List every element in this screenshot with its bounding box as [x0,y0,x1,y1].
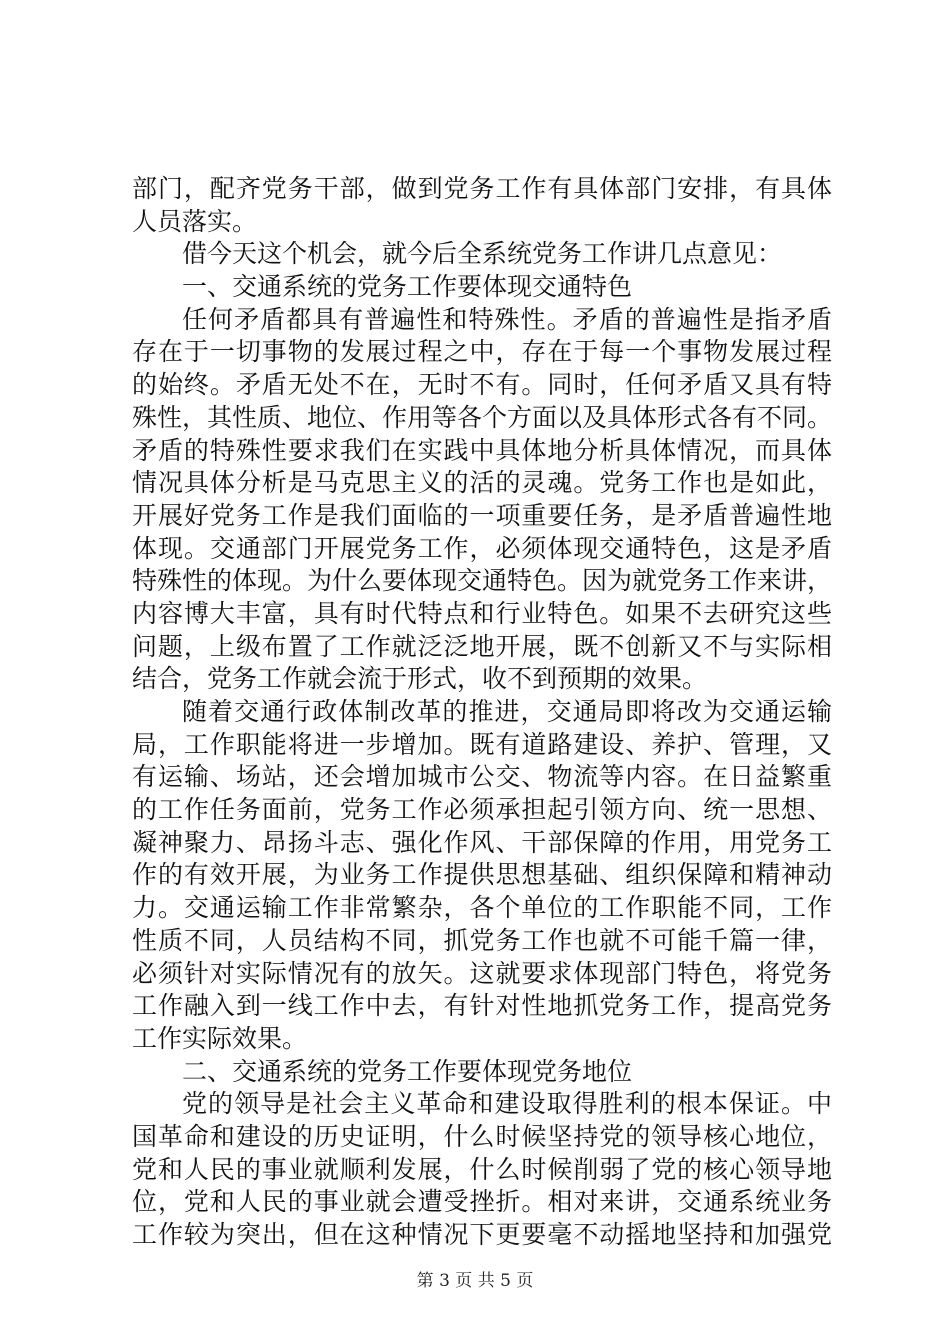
text-line: 党的领导是社会主义革命和建设取得胜利的根本保证。中 [182,1089,832,1119]
text-line: 矛盾的特殊性要求我们在实践中具体地分析具体情况，而具体 [132,435,832,465]
text-line: 工作融入到一线工作中去，有针对性地抓党务工作，提高党务 [132,991,832,1021]
text-line: 有运输、场站，还会增加城市公交、物流等内容。在日益繁重 [132,762,832,792]
text-line: 二、交通系统的党务工作要体现党务地位 [182,1056,633,1086]
text-line: 情况具体分析是马克思主义的活的灵魂。党务工作也是如此， [132,468,832,498]
text-line: 一、交通系统的党务工作要体现交通特色 [182,272,633,302]
text-line: 体现。交通部门开展党务工作，必须体现交通特色，这是矛盾 [132,533,832,563]
text-line: 工作实际效果。 [132,1023,308,1053]
text-line: 国革命和建设的历史证明，什么时候坚持党的领导核心地位， [132,1121,832,1151]
text-line: 力。交通运输工作非常繁杂，各个单位的工作职能不同，工作 [132,893,832,923]
text-line: 借今天这个机会，就今后全系统党务工作讲几点意见： [182,239,783,269]
text-line: 作的有效开展，为业务工作提供思想基础、组织保障和精神动 [132,860,832,890]
text-line: 随着交通行政体制改革的推进，交通局即将改为交通运输 [182,697,832,726]
text-line: 结合，党务工作就会流于形式，收不到预期的效果。 [132,664,708,694]
text-line: 局，工作职能将进一步增加。既有道路建设、养护、管理，又 [132,729,832,759]
text-line: 部门，配齐党务干部，做到党务工作有具体部门安排，有具体 [132,174,832,203]
text-line: 工作较为突出，但在这种情况下更要毫不动摇地坚持和加强党 [132,1220,832,1249]
text-line: 殊性，其性质、地位、作用等各个方面以及具体形式各有不同。 [132,402,833,432]
text-line: 必须针对实际情况有的放矢。这就要求体现部门特色，将党务 [132,958,832,988]
page-footer: 第 3 页 共 5 页 [416,1271,534,1291]
text-line: 特殊性的体现。为什么要体现交通特色。因为就党务工作来讲， [132,566,833,596]
text-line: 党和人民的事业就顺利发展，什么时候削弱了党的核心领导地 [132,1154,832,1184]
text-line: 问题，上级布置了工作就泛泛地开展，既不创新又不与实际相 [132,631,832,661]
text-line: 任何矛盾都具有普遍性和特殊性。矛盾的普遍性是指矛盾 [182,304,832,334]
text-line: 人员落实。 [132,206,258,236]
text-line: 性质不同，人员结构不同，抓党务工作也就不可能千篇一律， [132,925,832,955]
text-line: 存在于一切事物的发展过程之中，存在于每一个事物发展过程 [132,337,832,367]
text-line: 的始终。矛盾无处不在，无时不有。同时，任何矛盾又具有特 [132,370,832,400]
document-body [132,173,832,1252]
text-line: 的工作任务面前，党务工作必须承担起引领方向、统一思想、 [132,795,832,825]
text-line: 内容博大丰富，具有时代特点和行业特色。如果不去研究这些 [132,598,832,628]
text-line: 位，党和人民的事业就会遭受挫折。相对来讲，交通系统业务 [132,1187,832,1217]
text-line: 开展好党务工作是我们面临的一项重要任务，是矛盾普遍性地 [132,500,832,530]
text-line: 凝神聚力、昂扬斗志、强化作风、干部保障的作用，用党务工 [132,827,832,857]
